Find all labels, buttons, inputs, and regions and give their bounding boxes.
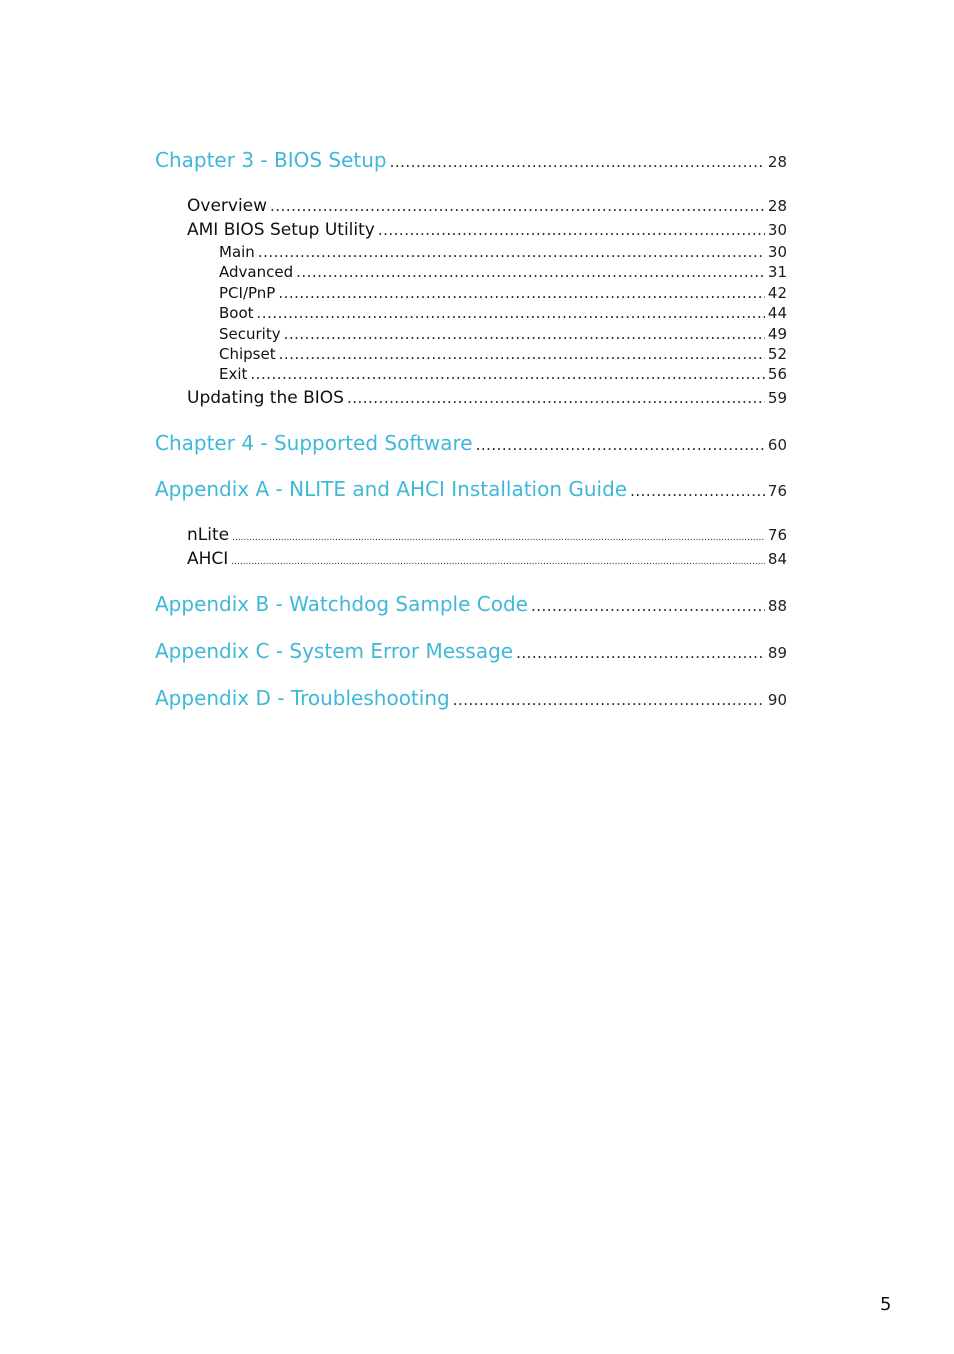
- toc-entry-label: Chapter 4 - Supported Software: [155, 431, 473, 455]
- toc-entry-page: 44: [767, 304, 787, 322]
- dot-leader: [284, 325, 765, 343]
- toc-entry-label: Advanced: [219, 263, 294, 281]
- dot-leader: [516, 644, 765, 662]
- toc-entry-chapter-3[interactable]: [155, 148, 787, 172]
- toc-entry-label: Chipset: [219, 345, 276, 363]
- dot-leader: [250, 365, 765, 383]
- toc-entry-page: 76: [767, 482, 787, 500]
- dot-leader: [232, 533, 765, 543]
- toc-entry-ahci[interactable]: [187, 549, 787, 569]
- toc-entry-label: Main: [219, 243, 255, 261]
- toc-entry-updating-the-bios[interactable]: [187, 388, 787, 408]
- toc-entry-label: Overview: [187, 196, 268, 216]
- toc-entry-page: 30: [767, 221, 787, 239]
- toc-entry-page: 90: [767, 691, 787, 709]
- toc-entry-label: nLite: [187, 525, 230, 545]
- toc-entry-exit[interactable]: [219, 365, 787, 383]
- toc-entry-chapter-4[interactable]: [155, 431, 787, 455]
- dot-leader: [378, 221, 765, 239]
- toc-entry-page: 88: [767, 597, 787, 615]
- toc-entry-boot[interactable]: [219, 304, 787, 322]
- toc-entry-label: Appendix A - NLITE and AHCI Installation Guide: [155, 477, 628, 501]
- toc-entry-page: 28: [767, 197, 787, 215]
- toc-entry-advanced[interactable]: [219, 263, 787, 281]
- toc-entry-nlite[interactable]: [187, 525, 787, 545]
- toc-entry-page: 89: [767, 644, 787, 662]
- dot-leader: [278, 284, 765, 302]
- dot-leader: [476, 436, 765, 454]
- toc-entry-label: AHCI: [187, 549, 229, 569]
- toc-entry-page: 59: [767, 389, 787, 407]
- toc-entry-appendix-d[interactable]: [155, 686, 787, 710]
- toc-entry-label: Boot: [219, 304, 254, 322]
- toc-entry-ami-bios-setup-utility[interactable]: [187, 220, 787, 240]
- toc-entry-label: PCI/PnP: [219, 284, 276, 302]
- toc-entry-overview[interactable]: [187, 196, 787, 216]
- dot-leader: [390, 153, 765, 171]
- dot-leader: [258, 243, 765, 261]
- toc-entry-page: 49: [767, 325, 787, 343]
- dot-leader: [257, 304, 765, 322]
- toc-entry-page: 52: [767, 345, 787, 363]
- toc-entry-page: 76: [767, 526, 787, 544]
- toc-entry-appendix-c[interactable]: [155, 639, 787, 663]
- dot-leader: [347, 389, 765, 407]
- toc-entry-label: Chapter 3 - BIOS Setup: [155, 148, 387, 172]
- dot-leader: [296, 263, 765, 281]
- toc-entry-label: Appendix D - Troubleshooting: [155, 686, 450, 710]
- toc-entry-page: 84: [767, 550, 787, 568]
- dot-leader: [453, 691, 765, 709]
- dot-leader: [270, 197, 765, 215]
- toc-entry-label: Security: [219, 325, 281, 343]
- page-number: 5: [880, 1294, 892, 1315]
- toc-entry-page: 60: [767, 436, 787, 454]
- toc-entry-pci-pnp[interactable]: [219, 284, 787, 302]
- toc-entry-page: 31: [767, 263, 787, 281]
- toc-entry-page: 30: [767, 243, 787, 261]
- toc-entry-security[interactable]: [219, 325, 787, 343]
- toc-entry-label: Appendix B - Watchdog Sample Code: [155, 592, 528, 616]
- dot-leader: [279, 345, 765, 363]
- toc-entry-appendix-b[interactable]: [155, 592, 787, 616]
- dot-leader: [630, 482, 765, 500]
- toc-entry-page: 42: [767, 284, 787, 302]
- dot-leader: [531, 597, 765, 615]
- toc-entry-label: Exit: [219, 365, 248, 383]
- toc-entry-main[interactable]: [219, 243, 787, 261]
- toc-entry-page: 28: [767, 153, 787, 171]
- toc-entry-chipset[interactable]: [219, 345, 787, 363]
- toc-entry-page: 56: [767, 365, 787, 383]
- toc-entry-label: Updating the BIOS: [187, 388, 344, 408]
- toc-entry-label: AMI BIOS Setup Utility: [187, 220, 375, 240]
- toc-entry-label: Appendix C - System Error Message: [155, 639, 514, 663]
- dot-leader: [231, 557, 765, 567]
- toc-entry-appendix-a[interactable]: [155, 477, 787, 501]
